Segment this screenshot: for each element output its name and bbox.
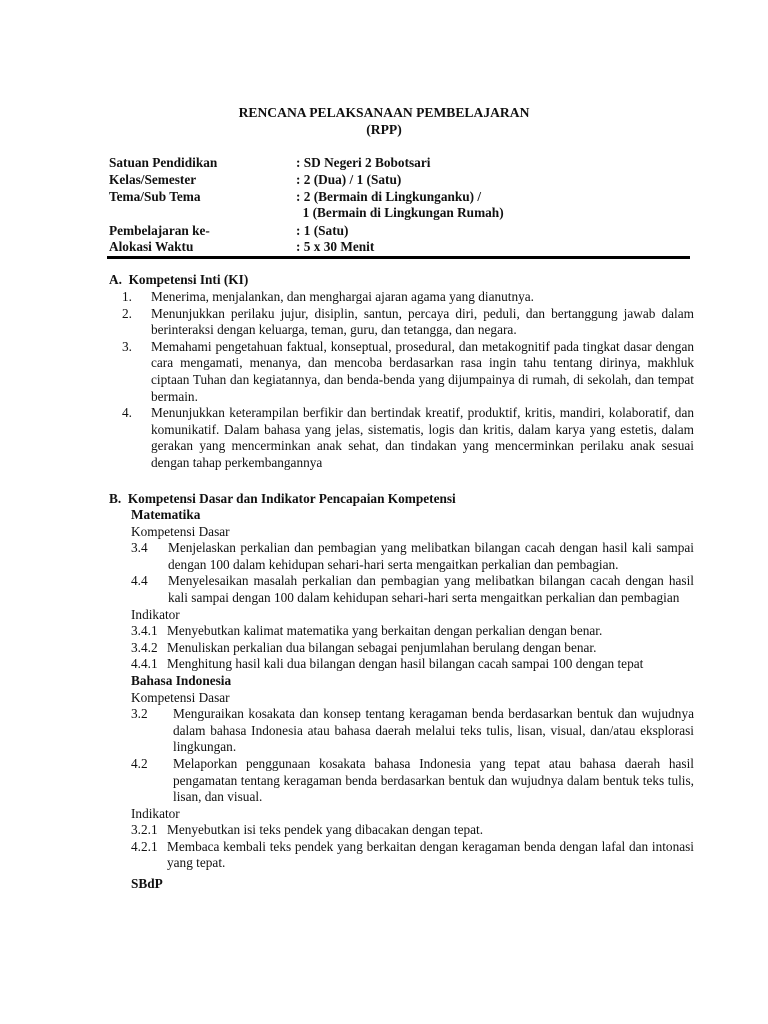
indikator-text: Menyebutkan isi teks pendek yang dibacakan dengan tepat. xyxy=(167,822,484,838)
list-text: Menerima, menjalankan, dan menghargai ajaran agama yang dianutnya. xyxy=(151,289,534,304)
identity-label: Alokasi Waktu xyxy=(109,239,194,254)
list-item xyxy=(109,405,694,471)
indikator-number: 3.4.1 xyxy=(131,623,158,639)
kompetensi-dasar-item xyxy=(131,706,694,756)
kompetensi-dasar-item xyxy=(131,540,694,573)
indikator-number: 3.2.1 xyxy=(131,822,158,838)
identity-label: Kelas/Semester xyxy=(109,172,197,187)
list-item xyxy=(109,306,694,339)
list-number: 1. xyxy=(122,289,132,304)
list-number: 3. xyxy=(122,338,132,354)
indikator-text: Menyebutkan kalimat matematika yang berkaitan dengan perkalian dengan benar. xyxy=(167,623,603,639)
header-divider xyxy=(107,256,690,259)
indikator-item xyxy=(131,640,694,657)
identity-value: : 2 (Bermain di Lingkunganku) / xyxy=(296,189,482,204)
kompetensi-inti-list xyxy=(109,289,694,472)
indikator-number: 3.4.2 xyxy=(131,639,158,655)
kd-text: Menyelesaikan masalah perkalian dan pembagian yang melibatkan bilangan cacah dengan hasil kali sampai dengan 100 dalam kehidupan sehari-hari serta mengaitkan perkalian dan pembagian xyxy=(168,573,694,605)
indikator-number: 4.4.1 xyxy=(131,656,158,672)
kd-number: 3.2 xyxy=(131,706,148,722)
identity-value: : SD Negeri 2 Bobotsari xyxy=(296,155,431,170)
list-number: 2. xyxy=(122,305,132,321)
identity-value: : 1 (Satu) xyxy=(296,223,349,238)
kd-number: 4.2 xyxy=(131,755,148,771)
kd-text: Melaporkan penggunaan kosakata bahasa Indonesia yang tepat atau bahasa daerah hasil pengamatan tentang keragaman benda berdasarkan bentuk dan wujudnya dalam bentuk teks tulis, lisan, dan visual. xyxy=(173,755,694,805)
identity-value: : 5 x 30 Menit xyxy=(296,239,375,254)
list-text: Menunjukkan keterampilan berfikir dan bertindak kreatif, produktif, kritis, mandiri, kolaboratif, dan komunikatif. Dalam bahasa yang jelas, sistematis, logis dan kritis, dalam karya yang estetis, dalam gerakan yang mencerminkan anak sehat, dan tindakan yang mencerminkan perilaku anak sesuai dengan tahap perkembangannya xyxy=(151,405,694,470)
list-item xyxy=(109,289,694,306)
kompetensi-dasar-label: Kompetensi Dasar xyxy=(131,523,230,539)
indikator-text: Menghitung hasil kali dua bilangan dengan hasil bilangan cacah sampai 100 dengan tepat xyxy=(167,656,644,672)
identity-value: : 2 (Dua) / 1 (Satu) xyxy=(296,172,402,187)
document-title: RENCANA PELAKSANAAN PEMBELAJARAN xyxy=(238,105,530,120)
identity-label: Tema/Sub Tema xyxy=(109,189,201,204)
indikator-number: 4.2.1 xyxy=(131,838,158,854)
indikator-text: Membaca kembali teks pendek yang berkaitan dengan keragaman benda dengan lafal dan intonasi yang tepat. xyxy=(167,838,694,871)
kd-number: 3.4 xyxy=(131,540,148,556)
section-b-body xyxy=(131,507,694,893)
subject-heading: Matematika xyxy=(131,507,201,522)
kompetensi-dasar-item xyxy=(131,756,694,806)
indikator-label: Indikator xyxy=(131,606,180,622)
indikator-item xyxy=(131,656,694,673)
document-subtitle: (RPP) xyxy=(366,122,402,137)
list-text: Memahami pengetahuan faktual, konseptual, prosedural, dan metakognitif pada tingkat dasar dengan cara mengamati, menanya, dan mencoba berdasarkan rasa ingin tahu tentang dirinya, makhluk ciptaan Tuhan dan kegiatannya, dan benda-benda yang dijumpainya di rumah, di sekolah, dan tempat bermain. xyxy=(151,338,694,404)
kd-text: Menjelaskan perkalian dan pembagian yang melibatkan bilangan cacah dengan hasil kali sampai dengan 100 dalam kehidupan sehari-hari serta mengaitkan perkalian dan pembagian. xyxy=(168,540,694,572)
subject-heading: Bahasa Indonesia xyxy=(131,672,232,688)
indikator-item xyxy=(131,839,694,872)
identity-value: 1 (Bermain di Lingkungan Rumah) xyxy=(296,205,504,220)
indikator-text: Menuliskan perkalian dua bilangan sebagai penjumlahan berulang dengan benar. xyxy=(167,639,597,655)
identity-label: Pembelajaran ke- xyxy=(109,223,210,238)
kd-number: 4.4 xyxy=(131,573,148,589)
kd-text: Menguraikan kosakata dan konsep tentang keragaman benda berdasarkan bentuk dan wujudnya dalam bahasa Indonesia atau bahasa daerah melalui teks tulis, lisan, visual, dan/atau eksplorasi lingkungan. xyxy=(173,706,694,755)
kompetensi-dasar-item xyxy=(131,573,694,606)
identity-label: Satuan Pendidikan xyxy=(109,155,218,170)
kompetensi-dasar-label: Kompetensi Dasar xyxy=(131,689,230,705)
list-item xyxy=(109,339,694,405)
list-text: Menunjukkan perilaku jujur, disiplin, santun, percaya diri, peduli, dan bertanggung jawab dalam berinteraksi dengan keluarga, teman, guru, dan tetangga, dan negara. xyxy=(151,305,694,338)
subject-heading: SBdP xyxy=(131,876,163,892)
section-a-heading: A. Kompetensi Inti (KI) xyxy=(109,272,249,287)
list-number: 4. xyxy=(122,405,132,421)
indikator-item xyxy=(131,623,694,640)
section-b-heading: B. Kompetensi Dasar dan Indikator Pencapaian Kompetensi xyxy=(109,491,456,506)
indikator-item xyxy=(131,822,694,839)
indikator-label: Indikator xyxy=(131,805,180,821)
